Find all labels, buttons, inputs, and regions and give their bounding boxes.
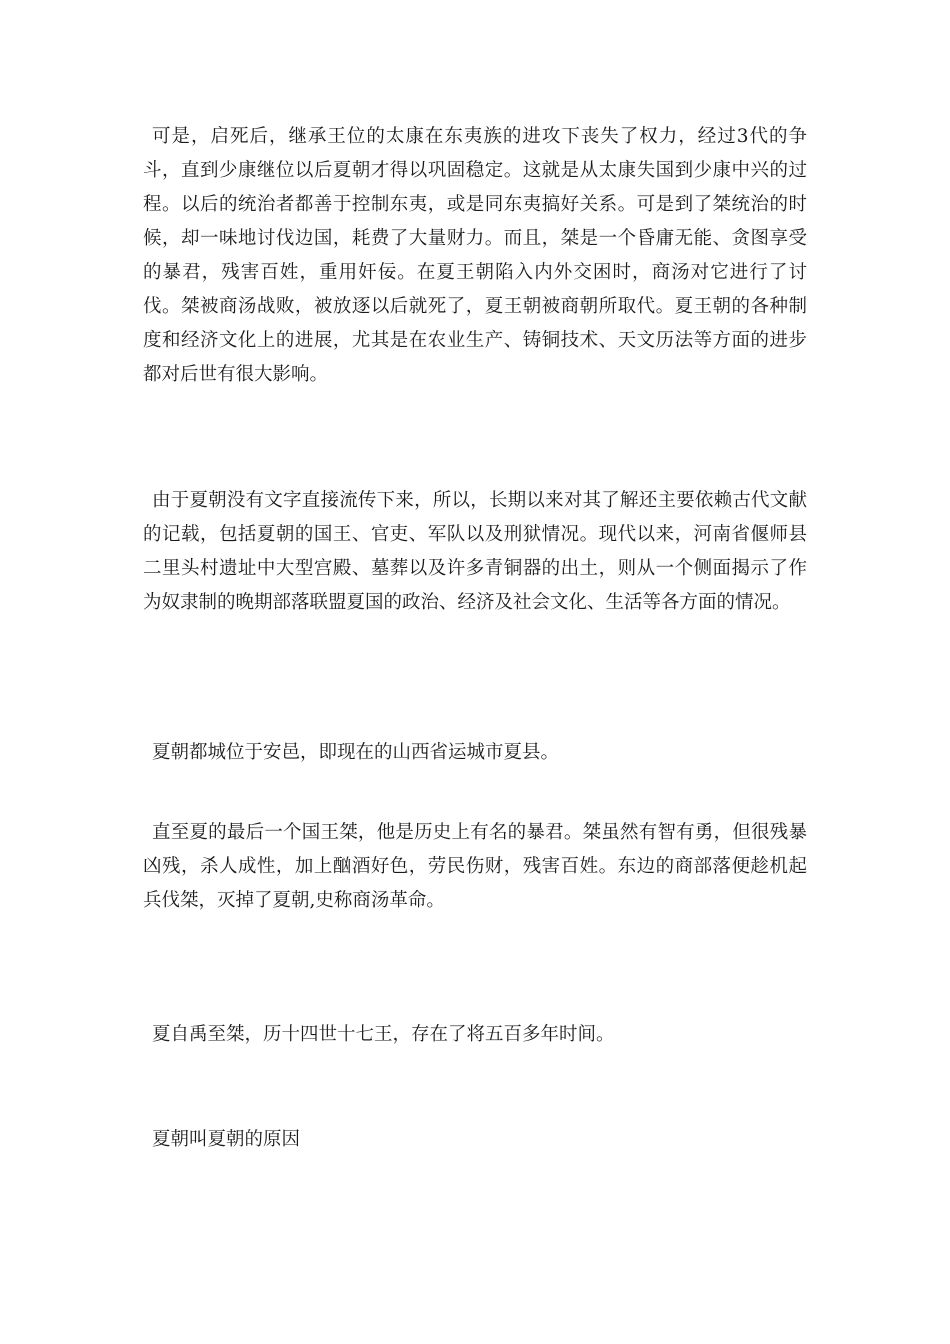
paragraph-last-king-jie: 直至夏的最后一个国王桀，他是历史上有名的暴君。桀虽然有智有勇，但很残暴凶残，杀人成性，加上酗酒好色，劳民伤财，残害百姓。东边的商部落便趁机起兵伐桀，灭掉了夏朝,史称商汤革命。	[143, 822, 807, 911]
section-heading-name-origin: 夏朝叫夏朝的原因	[152, 1129, 301, 1150]
paragraph-duration: 夏自禹至桀，历十四世十七王，存在了将五百多年时间。	[152, 1024, 615, 1045]
paragraph-decline-of-xia: 可是，启死后，继承王位的太康在东夷族的进攻下丧失了权力，经过3代的争斗，直到少康继位以后夏朝才得以巩固稳定。这就是从太康失国到少康中兴的过程。以后的统治者都善于控制东夷，或是同东夷搞好关系。可是到了桀统治的时候，却一味地讨伐边国，耗费了大量财力。而且，桀是一个昏庸无能、贪图享受的暴君，残害百姓，重用奸佞。在夏王朝陷入内外交困时，商汤对它进行了讨伐。桀被商汤战败，被放逐以后就死了，夏王朝被商朝所取代。夏王朝的各种制度和经济文化上的进展，尤其是在农业生产、铸铜技术、天文历法等方面的进步都对后世有很大影响。	[143, 126, 807, 385]
paragraph-archaeology: 由于夏朝没有文字直接流传下来，所以，长期以来对其了解还主要依赖古代文献的记载，包括夏朝的国王、官吏、军队以及刑狱情况。现代以来，河南省偃师县二里头村遗址中大型宫殿、墓葬以及许多青铜器的出土，则从一个侧面揭示了作为奴隶制的晚期部落联盟夏国的政治、经济及社会文化、生活等各方面的情况。	[143, 490, 807, 613]
paragraph-capital: 夏朝都城位于安邑，即现在的山西省运城市夏县。	[152, 742, 560, 763]
